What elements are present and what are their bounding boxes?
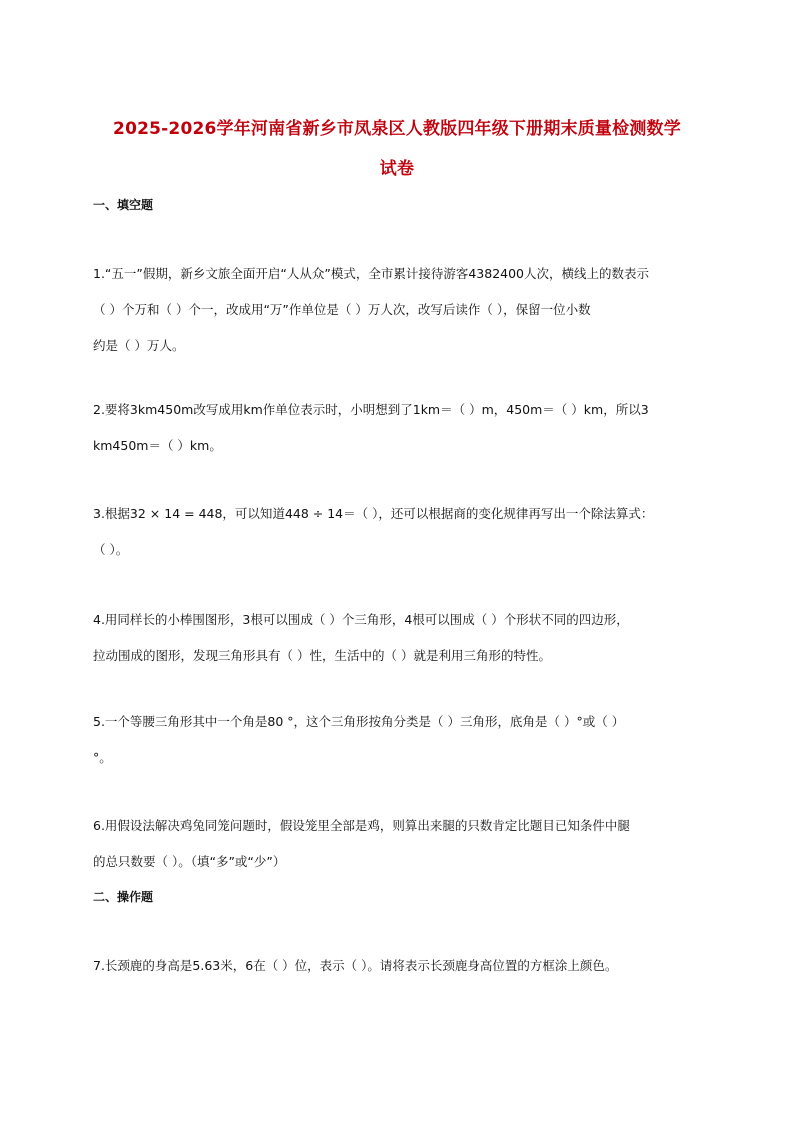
question-2-line-1: 2.要将3km450m改写成用km作单位表示时，小明想到了1km＝（ ）m，450m＝（ ）km，所以3: [93, 402, 649, 417]
question-1-line-1: 1.“五一”假期，新乡文旅全面开启“人从众”模式，全市累计接待游客4382400人次，横线上的数表示: [93, 266, 650, 281]
question-2: [93, 392, 713, 464]
question-4-line-2: 拉动围成的图形，发现三角形具有（ ）性，生活中的（ ）就是利用三角形的特性。: [93, 648, 551, 663]
section-heading-fill-in: 一、填空题: [93, 198, 154, 212]
question-3-line-1: 3.根据32 × 14 = 448，可以知道448 ÷ 14＝（ ），还可以根据商的变化规律再写出一个除法算式：: [93, 506, 654, 521]
question-4-line-1: 4.用同样长的小棒围图形，3根可以围成（ ）个三角形，4根可以围成（ ）个形状不同的四边形，: [93, 612, 629, 627]
question-1-line-3: 约是（ ）万人。: [93, 338, 185, 353]
section-heading-operation: 二、操作题: [93, 890, 154, 904]
question-6: [93, 808, 713, 880]
question-5-line-1: 5.一个等腰三角形其中一个角是80 °，这个三角形按角分类是（ ）三角形，底角是（ ）°或（ ）: [93, 714, 625, 729]
question-2-line-2: km450m＝（ ）km。: [93, 438, 222, 453]
document-title-continued: 试卷: [379, 159, 415, 179]
question-3-line-2: （ ）。: [93, 542, 129, 557]
question-4: [93, 602, 713, 674]
question-6-line-2: 的总只数要（ ）。（填“多”或“少”）: [93, 854, 286, 869]
question-1: [93, 256, 713, 364]
question-6-line-1: 6.用假设法解决鸡兔同笼问题时，假设笼里全部是鸡，则算出来腿的只数肯定比题目已知条件中腿: [93, 818, 630, 833]
question-7-line-1: 7.长颈鹿的身高是5.63米，6在（ ）位，表示（ ）。请将表示长颈鹿身高位置的方框涂上颜色。: [93, 958, 618, 973]
question-1-line-2: （ ）个万和（ ）个一，改成用“万”作单位是（ ）万人次，改写后读作（ ），保留一位小数: [93, 302, 591, 317]
question-5: [93, 704, 713, 776]
question-7: [93, 948, 713, 984]
question-3: [93, 496, 713, 568]
document-title: 2025-2026学年河南省新乡市凤泉区人教版四年级下册期末质量检测数学: [113, 119, 681, 139]
question-5-line-2: °。: [93, 750, 112, 765]
